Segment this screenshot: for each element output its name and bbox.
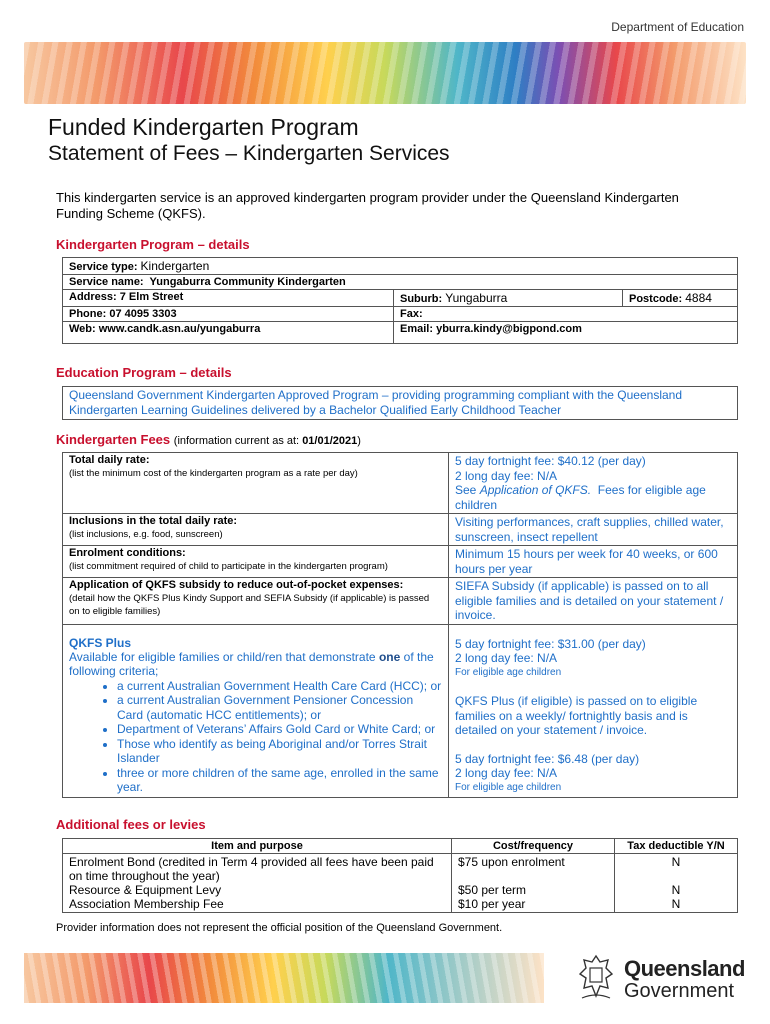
enrolment-label: Enrolment conditions: [69, 547, 186, 559]
inclusions-label: Inclusions in the total daily rate: [69, 515, 238, 527]
phone-value: 07 4095 3303 [109, 308, 177, 320]
row-tax: N [671, 855, 681, 869]
service-type-label: Service type: [69, 261, 138, 273]
education-text: Queensland Government Kindergarten Approved Program – providing programming compliant with the Queensland Kindergarten Learning Guidelines delivered by a Bachelor Qualified Early Childhood Teacher [62, 386, 738, 420]
fees-heading-text: Kindergarten Fees [56, 432, 171, 447]
intro-text: This kindergarten service is an approved kindergarten program provider under the Queensland Kindergarten Funding Scheme (QKFS). [56, 190, 679, 221]
enrolment-value: Minimum 15 hours per week for 40 weeks, or 600 hours per year [449, 546, 738, 578]
web-value: www.candk.asn.au/yungaburra [98, 323, 261, 335]
crest-icon [574, 952, 618, 1002]
qkfs-intro [69, 650, 442, 679]
qkfs-criteria-list [69, 679, 442, 795]
fees-info [174, 435, 361, 447]
web-label: Web: [69, 323, 96, 335]
application-label: Application of QKFS subsidy to reduce out-of-pocket expenses: [69, 579, 404, 591]
list-item: • a current Australian Government Health Care Card (HCC); or [117, 679, 442, 694]
department-label: Department of Education [611, 20, 744, 34]
logo-word-queensland: Queensland [624, 956, 745, 981]
qld-government-logo [574, 950, 750, 1006]
address-label: Address: [69, 291, 117, 303]
table-row [63, 854, 738, 913]
qkfs-fee3: 5 day fortnight fee: $6.48 (per day) [455, 751, 640, 766]
table-row [63, 514, 738, 546]
list-item: • three or more children of the same age, enrolled in the same year. [117, 766, 442, 795]
suburb-value: Yungaburra [445, 291, 508, 305]
daily-rate-eligible: Fees for eligible age children [455, 483, 706, 512]
table-row [63, 307, 738, 322]
row-cost: $10 per year [458, 897, 526, 911]
daily-rate-line3 [455, 483, 731, 512]
header-banner [24, 42, 746, 104]
inclusions-value: Visiting performances, craft supplies, chilled water, sunscreen, insect repellent [449, 514, 738, 546]
row-tax: N [671, 883, 681, 897]
qkfs-fee4: 2 long day fee: N/A [455, 766, 558, 780]
row-item: Enrolment Bond (credited in Term 4 provided all fees have been paid on time throughout the year) [69, 855, 434, 883]
daily-rate-label: Total daily rate: [69, 454, 150, 466]
daily-rate-line2: 2 long day fee: N/A [455, 468, 558, 483]
suburb-label: Suburb: [400, 293, 443, 305]
qkfs-title: QKFS Plus [69, 635, 132, 650]
application-value: SIEFA Subsidy (if applicable) is passed on to all eligible families and is detailed on your statement / invoice. [449, 578, 738, 625]
qkfs-body [69, 650, 442, 795]
table-header-row [63, 839, 738, 854]
row-cost: $75 upon enrolment [458, 855, 565, 869]
daily-rate-link: Application of QKFS. [479, 483, 592, 497]
program-heading: Kindergarten Program – details [56, 237, 250, 252]
row-item: Resource & Equipment Levy [69, 883, 222, 897]
qkfs-intro-b: one [378, 649, 401, 664]
enrolment-hint: (list commitment required of child to participate in the kindergarten program) [69, 561, 388, 572]
table-row [63, 322, 738, 344]
col-tax-header: Tax deductible Y/N [615, 839, 738, 854]
additional-heading: Additional fees or levies [56, 817, 206, 832]
fees-info-prefix: (information current as at: [173, 435, 300, 447]
inclusions-hint: (list inclusions, e.g. food, sunscreen) [69, 529, 223, 540]
table-row [63, 290, 738, 307]
page-title: Funded Kindergarten Program [48, 114, 359, 140]
table-row [63, 546, 738, 578]
qkfs-intro-c: of the following criteria; [69, 649, 434, 678]
service-type-value: Kindergarten [140, 259, 210, 273]
education-heading: Education Program – details [56, 365, 232, 380]
fees-info-date: 01/01/2021 [302, 435, 358, 447]
list-item: • Those who identify as being Aboriginal and/or Torres Strait Islander [117, 737, 442, 766]
table-row [63, 624, 738, 797]
program-details-table [62, 257, 738, 344]
phone-label: Phone: [69, 308, 107, 320]
disclaimer-note: Provider information does not represent the official position of the Queensland Government. [56, 922, 503, 934]
col-item-header: Item and purpose [63, 839, 452, 854]
address-value: 7 Elm Street [119, 291, 184, 303]
table-row [63, 275, 738, 290]
postcode-value: 4884 [685, 291, 712, 305]
logo-word-government: Government [624, 980, 735, 1002]
service-name-label: Service name: [69, 276, 144, 288]
list-item: • Department of Veterans’ Affairs Gold Card or White Card; or [117, 722, 442, 737]
daily-rate-hint: (list the minimum cost of the kindergarten program as a rate per day) [69, 468, 358, 479]
qkfs-fee2: 2 long day fee: N/A [455, 651, 558, 665]
qkfs-passed: QKFS Plus (if eligible) is passed on to eligible families on a weekly/ fortnightly basis and is detailed on your statement / invoice. [455, 694, 698, 737]
footer-banner [24, 953, 544, 1003]
fees-heading [56, 432, 361, 447]
qkfs-fee-note2: For eligible age children [455, 781, 562, 793]
row-cost: $50 per term [458, 883, 527, 897]
additional-fees-table [62, 838, 738, 913]
row-item: Association Membership Fee [69, 897, 224, 911]
service-name-value: Yungaburra Community Kindergarten [149, 276, 346, 288]
fees-table [62, 452, 738, 798]
email-label: Email: [400, 323, 434, 335]
fees-info-suffix: ) [357, 435, 361, 447]
col-cost-header: Cost/frequency [452, 839, 615, 854]
list-item: • a current Australian Government Pensioner Concession Card (automatic HCC entitlements); or [117, 693, 442, 722]
postcode-label: Postcode: [629, 293, 683, 305]
table-row [63, 578, 738, 625]
fax-label: Fax: [400, 308, 423, 320]
page-subtitle: Statement of Fees – Kindergarten Services [48, 142, 450, 165]
email-value: yburra.kindy@bigpond.com [436, 323, 582, 335]
daily-rate-line1: 5 day fortnight fee: $40.12 (per day) [455, 454, 646, 468]
application-hint: (detail how the QKFS Plus Kindy Support and SEFIA Subsidy (if applicable) is passed on to eligible families) [69, 593, 430, 617]
daily-rate-see: See [455, 483, 477, 497]
table-row [63, 453, 738, 514]
qkfs-intro-a: Available for eligible families or child/ren that demonstrate [69, 649, 376, 664]
table-row [63, 258, 738, 275]
row-tax: N [671, 897, 681, 911]
qkfs-fee-note: For eligible age children [455, 666, 562, 678]
qkfs-fee1: 5 day fortnight fee: $31.00 (per day) [455, 636, 646, 651]
